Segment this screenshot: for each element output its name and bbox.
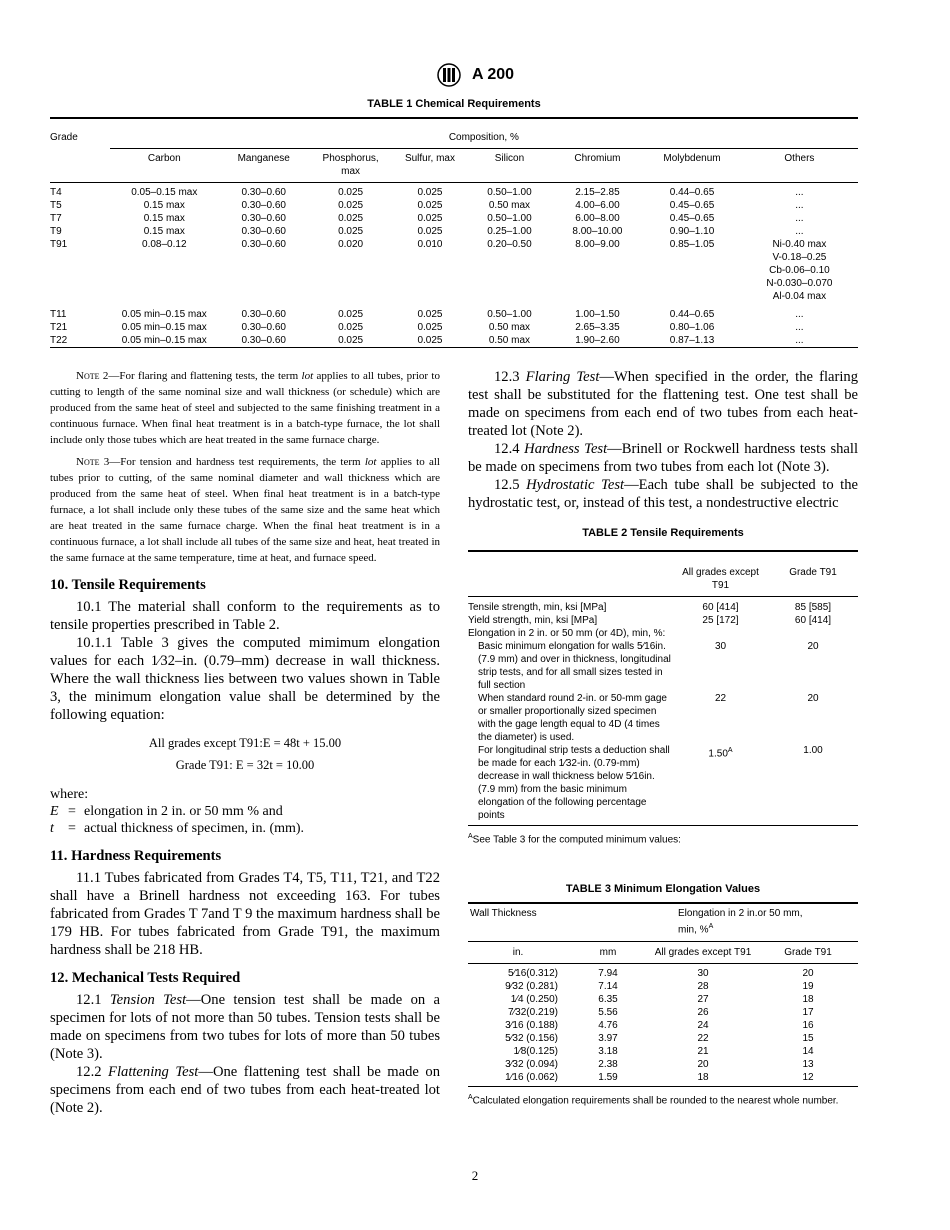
table-cell: ... [741,334,858,348]
minimum-elongation-table [468,902,858,1086]
table-cell: 0.30–0.60 [241,200,286,211]
table-cell: 0.025 [338,309,364,320]
table2-footnote: $^A$See Table 3 for the computed minimum values: [468,833,681,846]
table-cell: 18 [648,1071,758,1087]
table-cell: 3⁄32 (0.094) [505,1058,558,1070]
where-block: where: E = elongation in 2 in. or 50 mm % and t = actual thickness of specimen, in. (mm). [50,787,305,836]
para-11-1: 11.1 Tubes fabricated from Grades T4, T5, T11, T21, and T22 shall have a Brinell hardness not exceeding 163. For tubes fabricated from Grades T 7and T 9 the maximum hardness shall be 179 HB. For tubes fabricated from Grade T91, the maximum hardness shall be 218 HB. [50,870,441,958]
table-cell: 0.025 [338,213,364,224]
t2-t91-value: 1.00 [768,744,858,826]
section-11-title: 11. Hardness Requirements [50,848,222,864]
table-row [468,744,858,826]
table-row [50,334,858,348]
table-cell: 18 [802,993,814,1005]
table-cell: 1⁄16 (0.062) [468,1071,568,1087]
table-cell: 2.15–2.85 [575,187,620,198]
table-cell: 1⁄4 (0.250) [510,993,558,1005]
t2-label: Basic minimum elongation for walls 5⁄16in. (7.9 mm) and over in thickness, longitudinal strip tests, and for all small sizes tested in full section [478,641,671,691]
astm-logo-icon [436,62,462,88]
table-cell: 19 [802,980,814,992]
table-row [50,321,858,334]
grade-cell: T5 [50,200,62,211]
table-row [50,238,858,303]
t3-head-elong: Elongation in 2 in.or 50 mm, min, %$^A$ [648,903,858,941]
standard-code: A 200 [471,66,515,83]
table-cell: 2.65–3.35 [575,322,620,333]
table-cell: ... [795,322,804,333]
table-row [50,212,858,225]
table-row [50,225,858,238]
table-row [468,627,858,640]
table-cell: 22 [697,1032,709,1044]
table-cell: 5⁄16(0.312) [507,967,558,979]
table-cell: 1.00–1.50 [575,309,620,320]
table-row [50,183,858,200]
table-cell: 1.90–2.60 [552,334,644,348]
para-12-2: 12.2 Flattening Test—One flattening test shall be made on specimens from each end of two tubes from each heat-treated lot (Note 2). [50,1064,440,1116]
note-3: Note 3—For tension and hardness test requirements, the term lot applies to all tubes prior to cutting, of the same nominal diameter and wall thickness which are produced from the same heat of steel. When final heat treatment is in a batch-type furnace, a lot shall include only these tubes of the same size and the same heat which are heat treated in the same furnace charge. When the final heat treatment is in a continuous furnace, a lot shall include all tubes of the same size and heat, heat treated in the same furnace at the same temperature, time at heat, and furnace speed. [50,456,440,564]
t2-t91-value: 20 [807,693,819,704]
table-cell: 0.05 min–0.15 max [121,309,207,320]
table-cell: 1.59 [568,1071,648,1087]
table-cell: 5⁄32 (0.156) [505,1032,558,1044]
table-cell: 8.00–10.00 [572,226,623,237]
table-cell: 6.00–8.00 [575,213,620,224]
table-cell: 26 [697,1006,709,1018]
table-cell: 0.010 [417,239,443,250]
table-cell: 6.35 [598,993,618,1005]
table-cell: 0.025 [417,226,443,237]
table-cell: 1⁄8(0.125) [513,1045,558,1057]
section-12-title: 12. Mechanical Tests Required [50,970,241,986]
table-cell: 0.15 max [143,226,185,237]
table-cell: ... [795,187,804,198]
table-cell: 16 [802,1019,814,1031]
t1-col-header: Sulfur, max [393,149,468,183]
table-cell: ... [795,200,804,211]
table3-footnote: $^A$Calculated elongation requirements shall be rounded to the nearest whole number. [468,1093,839,1106]
table-cell: 15 [802,1032,814,1044]
t2-label: When standard round 2-in. or 50-mm gage or smaller proportionally sized specimen with the gage length equal to 4D (4 times the diameter) is used. [478,693,667,743]
table-row [468,640,858,692]
table-cell: 0.30–0.60 [241,213,286,224]
t2-all-value [673,627,768,640]
table-row [468,614,858,627]
table-cell: 0.45–0.65 [669,213,715,224]
table-cell: 0.025 [393,334,468,348]
table-cell: 0.08–0.12 [142,239,187,250]
table-row [468,963,858,980]
table-cell: 0.025 [338,322,364,333]
para-10-1-1: 10.1.1 Table 3 gives the computed mimimum elongation values for each 1⁄32–in. (0.79–mm) decrease in wall thickness. Where the wall thickness lies between two values shown in Table 3, the minimum elongation value shall be determined by the following equation: [50,635,440,723]
table-cell: 30 [697,967,709,979]
table-row [468,1019,858,1032]
table-cell: Ni-0.40 max V-0.18–0.25 Cb-0.06–0.10 N-0.030–0.070 Al-0.04 max [766,239,833,302]
table-cell: 0.05 min–0.15 max [110,334,219,348]
table-cell: 0.025 [338,200,364,211]
table-cell: 20 [802,967,814,979]
table-cell: 0.50 max [488,200,531,211]
table-cell: 0.30–0.60 [241,309,286,320]
table-cell: 0.80–1.06 [669,322,715,333]
t2-t91-value [768,627,858,640]
table-cell: 0.15 max [143,213,185,224]
table-cell: 3.18 [598,1045,618,1057]
table-cell: 9⁄32 (0.281) [505,980,558,992]
table-row [468,597,858,615]
t1-col-header: Molybdenum [643,149,741,183]
table-cell: ... [795,213,804,224]
table2-caption: TABLE 2 Tensile Requirements [582,527,744,539]
table-cell: 0.30–0.60 [241,322,286,333]
t2-all-value: 25 [172] [702,615,739,626]
table-cell: 27 [697,993,709,1005]
tensile-requirements-table [468,550,858,826]
table-cell: 20 [697,1058,709,1070]
table-cell: 7.94 [598,967,618,979]
table-cell: 3⁄16 (0.188) [505,1019,558,1031]
para-12-5: 12.5 Hydrostatic Test—Each tube shall be subjected to the hydrostatic test, or, instead of this test, a nondestructive electric [468,477,859,511]
table-cell: 0.45–0.65 [669,200,715,211]
section-10-title: 10. Tensile Requirements [50,577,206,593]
t2-all-value: 22 [714,693,727,704]
table-cell: 4.00–6.00 [575,200,620,211]
table-cell: 0.30–0.60 [219,334,309,348]
table-cell: 0.50 max [488,322,531,333]
para-12-4: 12.4 Hardness Test—Brinell or Rockwell hardness tests shall be made on specimens from two tubes from each lot (Note 3). [468,441,859,475]
table-row [468,1045,858,1058]
table-cell: 0.90–1.10 [669,226,715,237]
t2-label: Yield strength, min, ksi [MPa] [468,615,598,626]
grade-cell: T7 [50,213,62,224]
t2-t91-value: 60 [414] [794,615,832,626]
table-cell: 7⁄32(0.219) [507,1006,558,1018]
table-cell: 13 [802,1058,814,1070]
table-cell: 4.76 [598,1019,618,1031]
table-cell: 0.025 [417,309,443,320]
table-cell: 0.025 [417,213,443,224]
composition-header: Composition, % [110,118,858,149]
table3-caption: TABLE 3 Minimum Elongation Values [565,883,761,896]
table-cell: 14 [802,1045,814,1057]
table-cell: 0.44–0.65 [669,309,715,320]
t2-all-value: 60 [414] [702,602,739,613]
table-row [468,1058,858,1071]
table-cell: 0.50–1.00 [487,213,532,224]
table-cell: 0.025 [417,187,443,198]
table-cell: 3.97 [598,1032,618,1044]
right-column [468,368,858,1107]
table-row [468,1006,858,1019]
t1-col-header: Others [741,149,858,183]
table-cell: 0.025 [309,334,393,348]
table-row [468,1032,858,1045]
table-cell: 0.50–1.00 [487,309,532,320]
table-cell: 28 [697,980,709,992]
t3-sub-in: in. [468,941,568,963]
table-cell: 0.30–0.60 [241,239,286,250]
table-cell: 0.44–0.65 [669,187,715,198]
grade-cell: T4 [50,187,62,198]
equation-grade-t91: Grade T91: E = 32t = 10.00 [175,758,315,772]
t2-t91-value: 20 [807,641,819,652]
note-2: Note 2—For flaring and flattening tests, the term lot applies to all tubes, prior to cutting to length of the same nominal size and wall thickness (or schedule) which are produced from the same heat of steel and subjected to the same finishing treatment in a continuous furnace. When final heat treatment is in a batch-type furnace, the lot shall include only those tubes which are heat treated in the same furnace charge. [50,370,440,446]
table1-caption: TABLE 1 Chemical Requirements [367,98,541,110]
t2-label: Elongation in 2 in. or 50 mm (or 4D), min, %: [468,628,666,639]
para-12-1: 12.1 Tension Test—One tension test shall be made on a specimen for lots of not more than 50 tubes. Tension tests shall be made on specimens from two tubes for lots of more than 50 tubes (Note 3). [50,992,441,1062]
page-number: 2 [471,1168,479,1183]
table-cell: 0.025 [417,322,443,333]
t2-label: Tensile strength, min, ksi [MPa] [468,602,607,613]
table-cell: 0.025 [338,187,364,198]
table-row [468,993,858,1006]
table-cell: 12 [758,1071,858,1087]
table-cell: 0.05–0.15 max [131,187,198,198]
table-cell: 24 [697,1019,709,1031]
left-column [50,368,440,1117]
t1-col-header: Carbon [110,149,219,183]
table-cell: 0.15 max [143,200,185,211]
table-cell: 0.87–1.13 [643,334,741,348]
grade-cell: T22 [50,334,110,348]
table-cell: 0.025 [338,226,364,237]
t1-col-header: Manganese [219,149,309,183]
table-cell: 0.05 min–0.15 max [121,322,207,333]
t2-all-value: $1.50^A$ [673,744,768,826]
t1-col-header: Silicon [467,149,551,183]
t3-sub-all: All grades except T91 [648,941,758,963]
table-cell: 0.50–1.00 [487,187,532,198]
table-row [468,692,858,744]
t2-t91-value: 85 [585] [794,602,832,613]
para-10-1: 10.1 The material shall conform to the requirements as to tensile properties prescribed in Table 2. [50,599,440,633]
t2-head-t91: Grade T91 [768,551,858,597]
t3-head-wall: Wall Thickness [468,903,648,941]
table-row [468,1071,858,1087]
table-cell: 0.020 [338,239,364,250]
table-cell: ... [795,226,804,237]
t2-head-all: All grades except T91 [673,551,768,597]
t1-col-header: Phosphorus, max [309,149,393,183]
t2-label: For longitudinal strip tests a deduction shall be made for each 1⁄32-in. (0.79-mm) decrease in wall thickness below 5⁄16in. (7.9 mm) from the basic minimum elongation of the following percentage points [468,744,673,826]
table-cell: 0.30–0.60 [241,226,286,237]
chemical-requirements-table [50,117,858,348]
t1-col-header: Chromium [552,149,644,183]
table-cell: 8.00–9.00 [575,239,620,250]
table-cell: 7.14 [598,980,618,992]
table-cell: 0.025 [417,200,443,211]
table-cell: 2.38 [598,1058,618,1070]
table-cell: 17 [802,1006,814,1018]
table-cell: 5.56 [598,1006,618,1018]
grade-cell: T91 [50,239,68,250]
table-cell: 0.20–0.50 [487,239,532,250]
grade-header: Grade [50,118,110,149]
grade-cell: T9 [50,226,62,237]
table-cell: 0.30–0.60 [241,187,286,198]
table-row [50,199,858,212]
page-header [0,62,950,88]
table-cell: 0.25–1.00 [487,226,532,237]
table-row [50,303,858,321]
para-12-3: 12.3 Flaring Test—When specified in the order, the flaring test shall be substituted for the flattening test. One test shall be made on specimens from each end of two tubes from each heat-treated lot (Note 2). [468,369,859,439]
table-cell: 21 [697,1045,709,1057]
grade-cell: T21 [50,322,68,333]
table-cell: 0.50 max [467,334,551,348]
grade-cell: T11 [50,309,67,320]
equation-all-grades: All grades except T91:E = 48t + 15.00 [148,736,342,750]
table-cell: ... [795,309,804,320]
table-cell: 0.85–1.05 [669,239,715,250]
t3-sub-t91: Grade T91 [758,941,858,963]
t2-all-value: 30 [714,641,727,652]
table-row [468,980,858,993]
t3-sub-mm: mm [568,941,648,963]
